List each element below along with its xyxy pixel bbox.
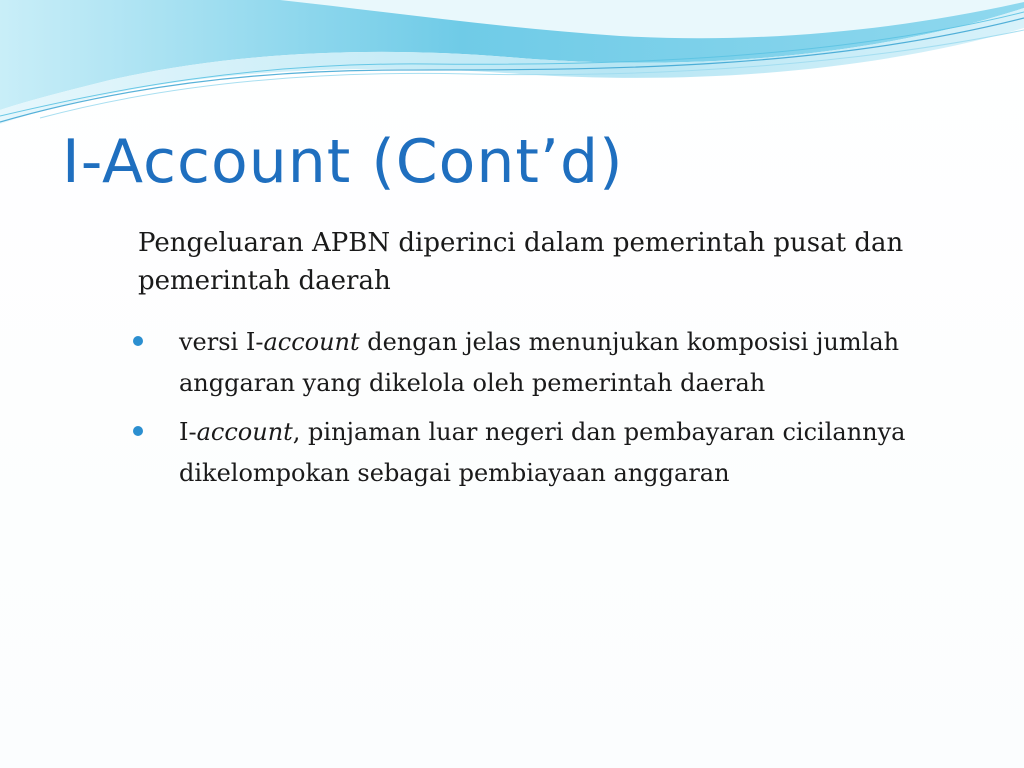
bullet-item-1 (130, 322, 980, 403)
bullet-2-prefix: I- (179, 418, 197, 446)
bullet-dot-icon (133, 426, 143, 436)
bullet-2-emphasis: account (196, 418, 293, 446)
bullet-list (130, 322, 980, 502)
bullet-item-2 (130, 412, 980, 493)
bullet-1-emphasis: account (263, 328, 360, 356)
bullet-1-suffix: dengan jelas menunjukan komposisi jumlah anggaran yang dikelola oleh pemerintah daerah (179, 328, 900, 397)
slide-title: I-Account (Cont’d) (62, 127, 624, 197)
bullet-dot-icon (133, 336, 143, 346)
bullet-1-prefix: versi I- (179, 328, 264, 356)
bullet-2-suffix: , pinjaman luar negeri dan pembayaran cicilannya dikelompokan sebagai pembiayaan anggaran (179, 418, 906, 487)
intro-paragraph: Pengeluaran APBN diperinci dalam pemerintah pusat dan pemerintah daerah (138, 228, 904, 296)
